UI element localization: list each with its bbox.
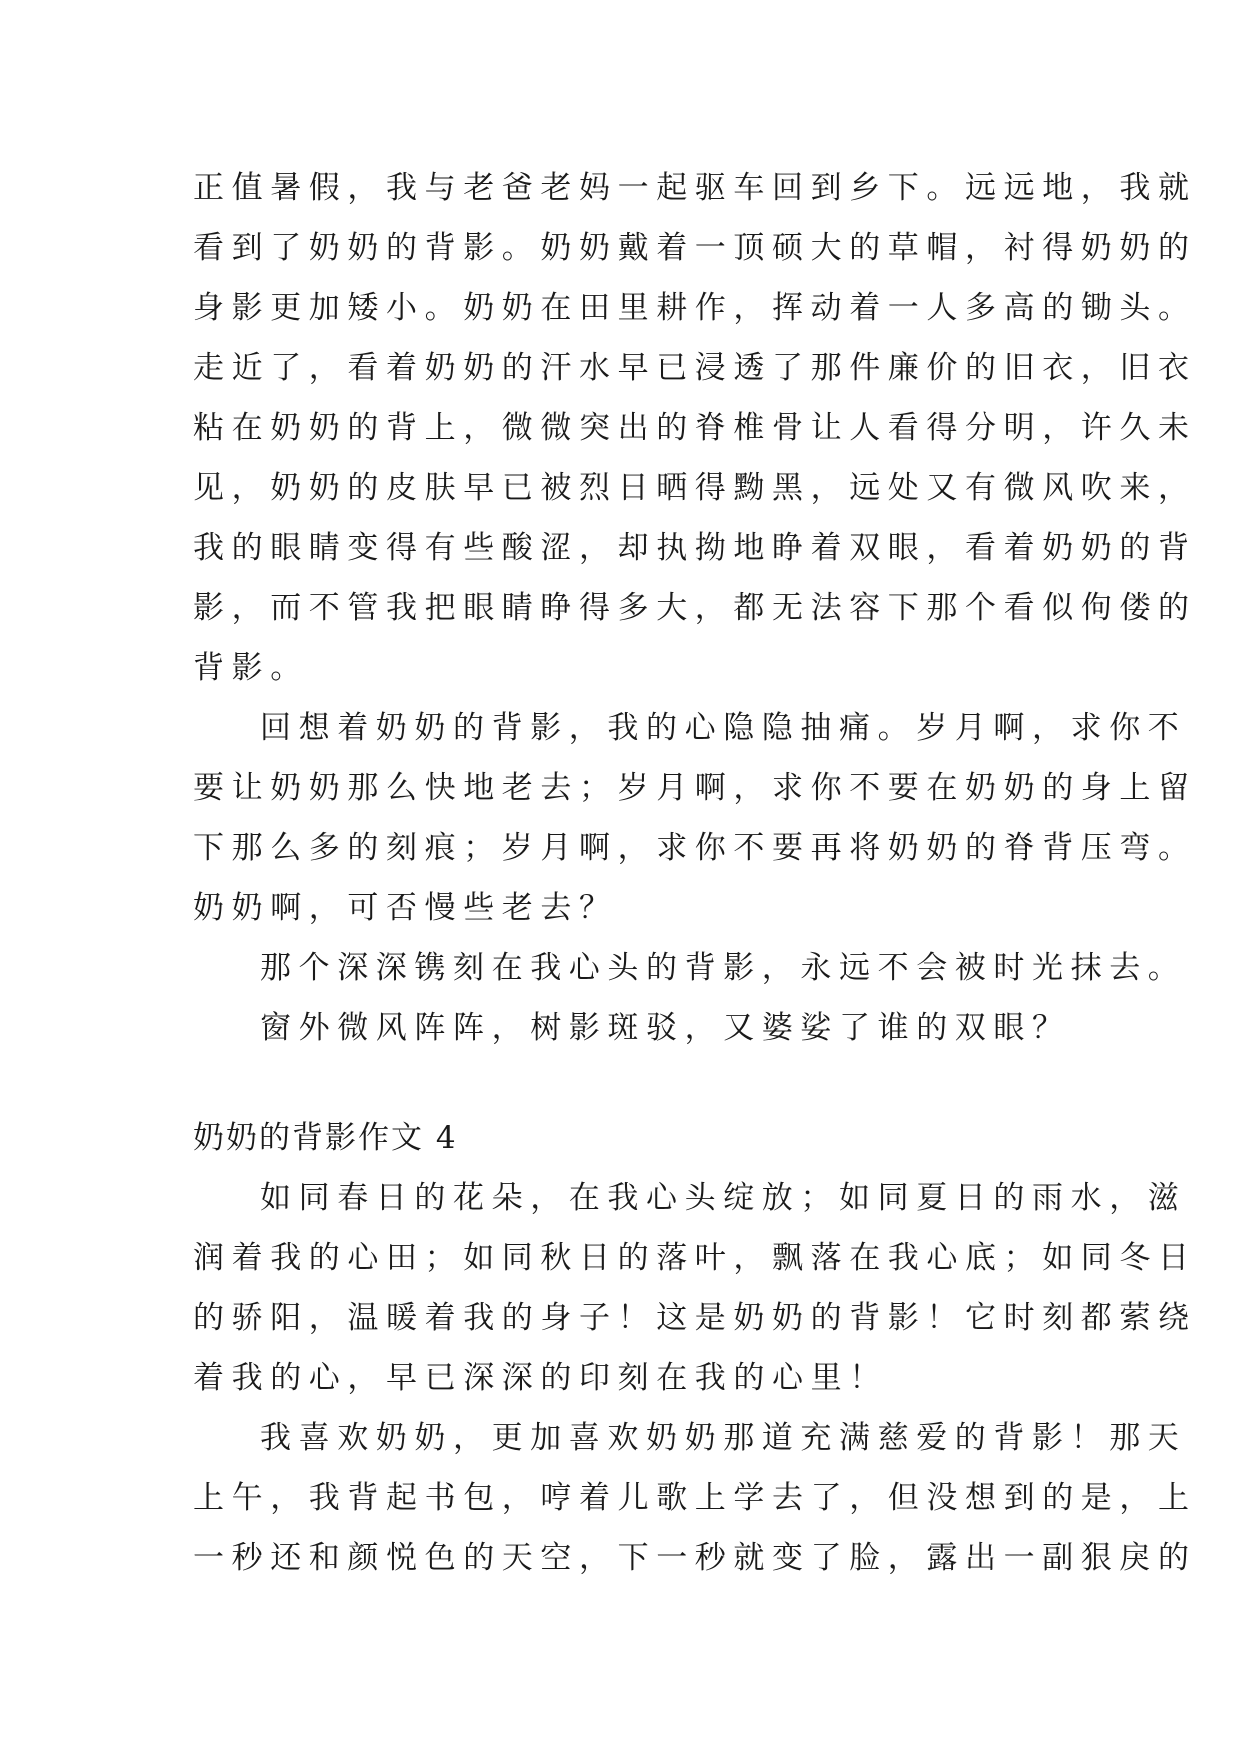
text-line: 窗外微风阵阵，树影斑驳，又婆娑了谁的双眼？ — [260, 1010, 1071, 1046]
text-line: 正值暑假，我与老爸老妈一起驱车回到乡下。远远地，我就 — [193, 170, 1197, 206]
text-line: 身影更加矮小。奶奶在田里耕作，挥动着一人多高的锄头。 — [193, 290, 1197, 326]
text-line: 我的眼睛变得有些酸涩，却执拗地睁着双眼，看着奶奶的背 — [193, 530, 1197, 566]
text-line: 下那么多的刻痕；岁月啊，求你不要再将奶奶的脊背压弯。 — [193, 830, 1197, 866]
text-line: 看到了奶奶的背影。奶奶戴着一顶硕大的草帽，衬得奶奶的 — [193, 230, 1197, 266]
text-line: 走近了，看着奶奶的汗水早已浸透了那件廉价的旧衣，旧衣 — [193, 350, 1197, 386]
text-line: 上午，我背起书包，哼着儿歌上学去了，但没想到的是，上 — [193, 1480, 1197, 1516]
text-line: 如同春日的花朵，在我心头绽放；如同夏日的雨水，滋 — [260, 1180, 1187, 1216]
text-line: 回想着奶奶的背影，我的心隐隐抽痛。岁月啊，求你不 — [260, 710, 1187, 746]
text-line: 影，而不管我把眼睛睁得多大，都无法容下那个看似佝偻的 — [193, 590, 1197, 626]
text-line: 背影。 — [193, 650, 309, 686]
text-line: 见，奶奶的皮肤早已被烈日晒得黝黑，远处又有微风吹来， — [193, 470, 1197, 506]
text-line: 一秒还和颜悦色的天空，下一秒就变了脸，露出一副狠戾的 — [193, 1540, 1197, 1576]
text-line: 的骄阳，温暖着我的身子！这是奶奶的背影！它时刻都萦绕 — [193, 1300, 1197, 1336]
text-line: 着我的心，早已深深的印刻在我的心里！ — [193, 1360, 888, 1396]
text-line: 我喜欢奶奶，更加喜欢奶奶那道充满慈爱的背影！那天 — [260, 1420, 1187, 1456]
text-line: 要让奶奶那么快地老去；岁月啊，求你不要在奶奶的身上留 — [193, 770, 1197, 806]
text-line: 奶奶啊，可否慢些老去？ — [193, 890, 618, 926]
section-title: 奶奶的背影作文 4 — [193, 1120, 458, 1156]
text-line: 粘在奶奶的背上，微微突出的脊椎骨让人看得分明，许久未 — [193, 410, 1197, 446]
text-line: 润着我的心田；如同秋日的落叶，飘落在我心底；如同冬日 — [193, 1240, 1197, 1276]
text-line: 那个深深镌刻在我心头的背影，永远不会被时光抹去。 — [260, 950, 1187, 986]
